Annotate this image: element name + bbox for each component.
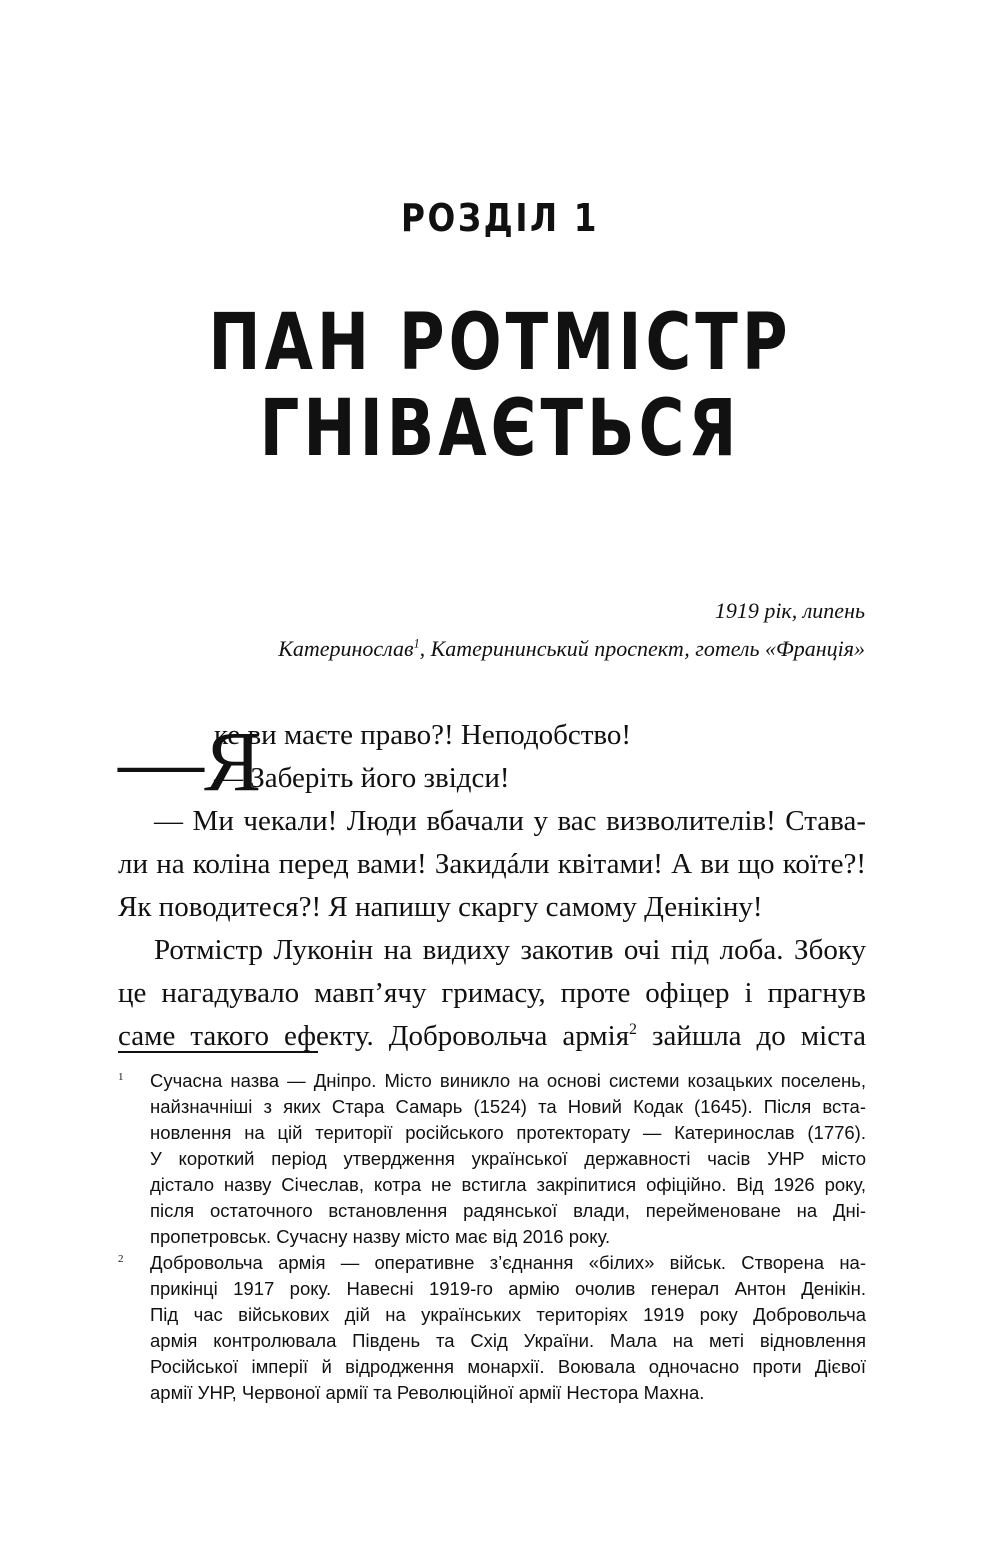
footnotes [118,1068,866,1406]
footnote-2 [118,1250,866,1406]
footnote-line: Російської імперії й відродження монархії. Воювала одночасно проти Дієвої [150,1356,866,1377]
body-text-fragment: зайшла до міста [637,1020,866,1052]
footnote-line: армії УНР, Червоної армії та Революційної армії Нестора Махна. [150,1382,705,1403]
footnote-line: армія контролювала Південь та Схід України. Мала на меті відновлення [150,1330,866,1351]
footnote-1 [118,1068,866,1250]
chapter-title-line-1: ПАН РОТМІСТР [208,298,792,388]
body-line: Ротмістр Луконін на видиху закотив очі під лоба. Збоку [154,934,866,966]
footnote-line: найзначніші з яких Стара Самарь (1524) та Новий Кодак (1645). Після вста- [150,1096,866,1117]
footnote-number: 1 [118,1071,124,1083]
epigraph-address: , Катерининський проспект, готель «Франція» [419,636,865,661]
footnote-line: пропетровськ. Сучасну назву місто має від 2016 року. [150,1226,611,1247]
footnote-number: 2 [118,1253,124,1265]
body-line: ке ви маєте право?! Неподобство! [214,719,632,751]
footnote-line: новлення на цій території російського протекторату — Катеринослав (1776). [150,1122,866,1143]
body-text-fragment: саме такого ефекту. Добровольча армія [118,1020,630,1052]
body-line: це нагадувало мавп’ячу гримасу, проте офіцер і прагнув [118,977,866,1009]
epigraph [278,592,865,668]
footnote-line: Сучасна назва — Дніпро. Місто виникло на основі системи козацьких поселень, [150,1070,866,1091]
footnote-line: після остаточного встановлення радянської влади, перейменоване на Дні- [150,1200,866,1221]
dropcap-dash: — [118,713,204,809]
dropcap-block [118,713,866,809]
body-line: — Заберіть його звідси! [214,762,510,794]
dropcap-text [214,714,631,800]
body-line: Як поводитеся?! Я напишу скаргу самому Денікіну! [118,891,763,923]
footnote-line: Добровольча армія — оперативне з’єднання «білих» військ. Створена на- [150,1252,866,1273]
body-line: — Ми чекали! Люди вбачали у вас визволителів! Става- [154,805,866,837]
epigraph-city: Катеринослав [278,636,414,661]
footnote-line: Під час військових дій на українських територіях 1919 року Добровольча [150,1304,866,1325]
footnote-line: прикінці 1917 року. Навесні 1919-го армію очолив генерал Антон Денікін. [150,1278,866,1299]
epigraph-location [278,630,865,668]
chapter-title [0,300,1000,472]
footnote-divider [118,1051,318,1053]
paragraph [118,929,866,1058]
footnote-line: У короткий період утвердження української державності часів УНР місто [150,1148,866,1169]
paragraph [118,800,866,929]
footnote-line: дістало назву Січеслав, котра не встигла закріпитися офіційно. Від 1926 року, [150,1174,866,1195]
dropcap-letter: Я [204,713,262,809]
footnote-ref-1: 1 [413,636,420,651]
body-line: ли на коліна перед вами! Закидáли квітами! А ви що коїте?! [118,848,866,880]
chapter-title-line-2: ГНІВАЄТЬСЯ [259,384,741,474]
chapter-label: РОЗДІЛ 1 [400,196,600,240]
footnote-ref-2: 2 [629,1020,638,1038]
body-text [118,714,866,1058]
epigraph-date: 1919 рік, липень [714,598,865,623]
